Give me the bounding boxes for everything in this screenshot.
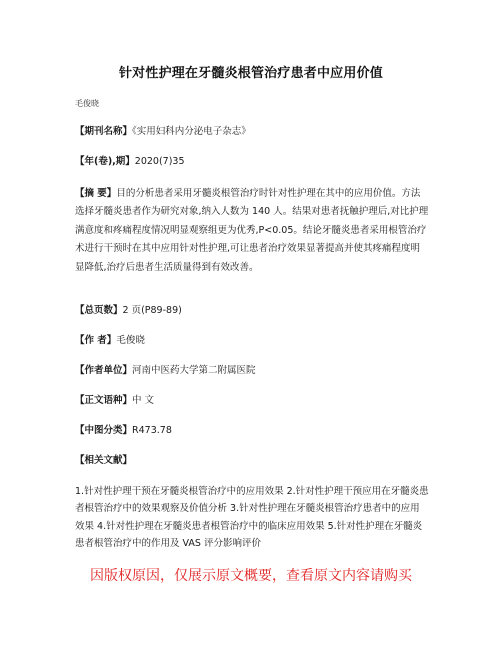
classification-field <box>75 424 172 437</box>
classification-label: 【中图分类】 <box>75 425 133 436</box>
journal-field <box>75 125 251 138</box>
classification-value: R473.78 <box>132 425 172 436</box>
affiliation-label: 【作者单位】 <box>75 365 133 376</box>
year-issue-value: 2020(7)35 <box>134 156 185 167</box>
language-field <box>75 394 154 407</box>
related-label: 【相关文献】 <box>75 455 133 466</box>
copyright-notice: 因版权原因，仅展示原文概要，查看原文内容请购买 <box>90 568 412 584</box>
language-label: 【正文语种】 <box>75 395 133 406</box>
author-value: 毛俊晓 <box>116 335 145 346</box>
author-name-top: 毛俊晓 <box>75 99 99 108</box>
pages-label: 【总页数】 <box>75 305 123 316</box>
year-issue-field <box>75 155 185 168</box>
pages-value: 2 页(P89-89) <box>122 305 182 316</box>
abstract-label: 【摘 要】 <box>75 188 117 199</box>
document-title: 针对性护理在牙髓炎根管治疗患者中应用价值 <box>118 66 383 81</box>
pages-field <box>75 304 182 317</box>
journal-label: 【期刊名称】 <box>75 126 133 137</box>
journal-value: 《实用妇科内分泌电子杂志》 <box>132 126 251 137</box>
related-field <box>75 454 132 467</box>
language-value: 中 文 <box>132 395 155 406</box>
related-references-list: 1.针对性护理干预在牙髓炎根管治疗中的应用效果 2.针对性护理干预应用在牙髓炎患者根管治疗中的效果观察及价值分析 3.针对性护理在牙髓炎根管治疗患者中的应用效果 4.针对性护理在牙髓炎患者根管治疗中的临床应用效果 5.针对性护理在牙髓炎患者根管治疗中的作用及 VAS 评分影响评价 <box>75 486 429 549</box>
author-field <box>75 334 145 347</box>
abstract-text: 目的分析患者采用牙髓炎根管治疗时针对性护理在其中的应用价值。方法选择牙髓炎患者作为研究对象,纳入人数为 140 人。结果对患者抚触护理后,对比护理满意度和疼痛程度情况明显观察组更为优秀,P<0.05。结论牙髓炎患者采用根管治疗术进行干预时在其中应用针对性护理,可让患者治疗效果显著提高并使其疼痛程度明显降低,治疗后患者生活质量得到有效改善。 <box>75 188 429 273</box>
affiliation-field <box>75 364 256 377</box>
affiliation-value: 河南中医药大学第二附属医院 <box>132 365 256 376</box>
year-issue-label: 【年(卷),期】 <box>75 156 135 167</box>
abstract-field <box>75 185 429 277</box>
author-label: 【作 者】 <box>75 335 117 346</box>
